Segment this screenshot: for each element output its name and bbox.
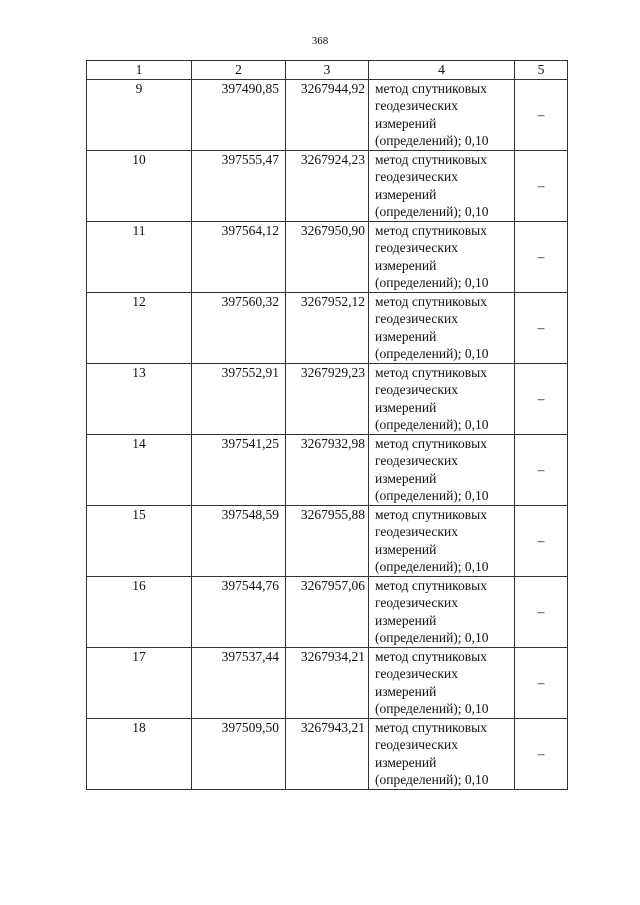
- note-cell: –: [515, 363, 568, 434]
- method-line: измерений: [375, 541, 437, 557]
- point-number-cell: 15: [87, 505, 192, 576]
- method-line: измерений: [375, 186, 437, 202]
- x-coordinate-cell: 397541,25: [192, 434, 286, 505]
- x-coordinate-cell: 397537,44: [192, 647, 286, 718]
- note-cell: –: [515, 576, 568, 647]
- y-coordinate-cell: 3267932,98: [286, 434, 369, 505]
- method-line: измерений: [375, 399, 437, 415]
- note-cell: –: [515, 718, 568, 789]
- note-cell: –: [515, 79, 568, 150]
- method-cell: [369, 647, 515, 718]
- method-cell: [369, 292, 515, 363]
- method-cell: [369, 150, 515, 221]
- y-coordinate-cell: 3267943,21: [286, 718, 369, 789]
- header-cell-1: 1: [87, 61, 192, 80]
- table-row: [87, 434, 568, 505]
- method-line: геодезических: [375, 737, 458, 752]
- method-cell: [369, 718, 515, 789]
- method-line: метод спутниковых: [375, 80, 487, 96]
- method-line: (определений); 0,10: [375, 701, 489, 716]
- method-cell: [369, 576, 515, 647]
- method-line: измерений: [375, 683, 437, 699]
- table-body: [87, 79, 568, 789]
- y-coordinate-cell: 3267957,06: [286, 576, 369, 647]
- note-cell: –: [515, 505, 568, 576]
- table-row: [87, 505, 568, 576]
- method-line: метод спутниковых: [375, 364, 487, 380]
- y-coordinate-cell: 3267944,92: [286, 79, 369, 150]
- method-line: измерений: [375, 754, 437, 770]
- method-line: метод спутниковых: [375, 293, 487, 309]
- table-row: [87, 647, 568, 718]
- method-line: (определений); 0,10: [375, 772, 489, 787]
- method-line: метод спутниковых: [375, 648, 487, 664]
- x-coordinate-cell: 397560,32: [192, 292, 286, 363]
- y-coordinate-cell: 3267929,23: [286, 363, 369, 434]
- note-cell: –: [515, 221, 568, 292]
- method-line: (определений); 0,10: [375, 133, 489, 148]
- method-line: метод спутниковых: [375, 577, 487, 593]
- x-coordinate-cell: 397490,85: [192, 79, 286, 150]
- method-cell: [369, 79, 515, 150]
- header-cell-5: 5: [515, 61, 568, 80]
- method-line: метод спутниковых: [375, 506, 487, 522]
- method-line: геодезических: [375, 382, 458, 397]
- method-line: (определений); 0,10: [375, 630, 489, 645]
- x-coordinate-cell: 397544,76: [192, 576, 286, 647]
- method-line: измерений: [375, 115, 437, 131]
- x-coordinate-cell: 397548,59: [192, 505, 286, 576]
- x-coordinate-cell: 397509,50: [192, 718, 286, 789]
- point-number-cell: 18: [87, 718, 192, 789]
- page-number: 368: [311, 35, 329, 47]
- x-coordinate-cell: 397564,12: [192, 221, 286, 292]
- y-coordinate-cell: 3267934,21: [286, 647, 369, 718]
- header-cell-3: 3: [286, 61, 369, 80]
- method-line: геодезических: [375, 240, 458, 255]
- point-number-cell: 11: [87, 221, 192, 292]
- method-line: геодезических: [375, 169, 458, 184]
- table-row: [87, 150, 568, 221]
- method-line: (определений); 0,10: [375, 204, 489, 219]
- method-line: измерений: [375, 257, 437, 273]
- method-cell: [369, 505, 515, 576]
- header-cell-2: 2: [192, 61, 286, 80]
- method-line: (определений); 0,10: [375, 488, 489, 503]
- note-cell: –: [515, 434, 568, 505]
- point-number-cell: 16: [87, 576, 192, 647]
- note-cell: –: [515, 292, 568, 363]
- point-number-cell: 17: [87, 647, 192, 718]
- method-line: (определений); 0,10: [375, 346, 489, 361]
- method-line: метод спутниковых: [375, 435, 487, 451]
- method-line: измерений: [375, 470, 437, 486]
- point-number-cell: 9: [87, 79, 192, 150]
- note-cell: –: [515, 647, 568, 718]
- table-row: [87, 292, 568, 363]
- method-line: геодезических: [375, 524, 458, 539]
- method-cell: [369, 221, 515, 292]
- table-row: [87, 718, 568, 789]
- y-coordinate-cell: 3267952,12: [286, 292, 369, 363]
- header-cell-4: 4: [369, 61, 515, 80]
- x-coordinate-cell: 397555,47: [192, 150, 286, 221]
- method-line: измерений: [375, 328, 437, 344]
- y-coordinate-cell: 3267950,90: [286, 221, 369, 292]
- point-number-cell: 10: [87, 150, 192, 221]
- method-line: геодезических: [375, 98, 458, 113]
- method-line: измерений: [375, 612, 437, 628]
- method-line: (определений); 0,10: [375, 559, 489, 574]
- point-number-cell: 12: [87, 292, 192, 363]
- method-line: (определений); 0,10: [375, 417, 489, 432]
- coordinates-table: [86, 60, 568, 790]
- table-row: [87, 363, 568, 434]
- method-line: метод спутниковых: [375, 719, 487, 735]
- method-line: геодезических: [375, 595, 458, 610]
- method-cell: [369, 434, 515, 505]
- method-line: (определений); 0,10: [375, 275, 489, 290]
- point-number-cell: 13: [87, 363, 192, 434]
- method-cell: [369, 363, 515, 434]
- method-line: геодезических: [375, 666, 458, 681]
- x-coordinate-cell: 397552,91: [192, 363, 286, 434]
- method-line: геодезических: [375, 311, 458, 326]
- method-line: метод спутниковых: [375, 151, 487, 167]
- point-number-cell: 14: [87, 434, 192, 505]
- note-cell: –: [515, 150, 568, 221]
- method-line: геодезических: [375, 453, 458, 468]
- method-line: метод спутниковых: [375, 222, 487, 238]
- table-row: [87, 221, 568, 292]
- table-row: [87, 79, 568, 150]
- header-row: [87, 61, 568, 80]
- y-coordinate-cell: 3267924,23: [286, 150, 369, 221]
- table-row: [87, 576, 568, 647]
- y-coordinate-cell: 3267955,88: [286, 505, 369, 576]
